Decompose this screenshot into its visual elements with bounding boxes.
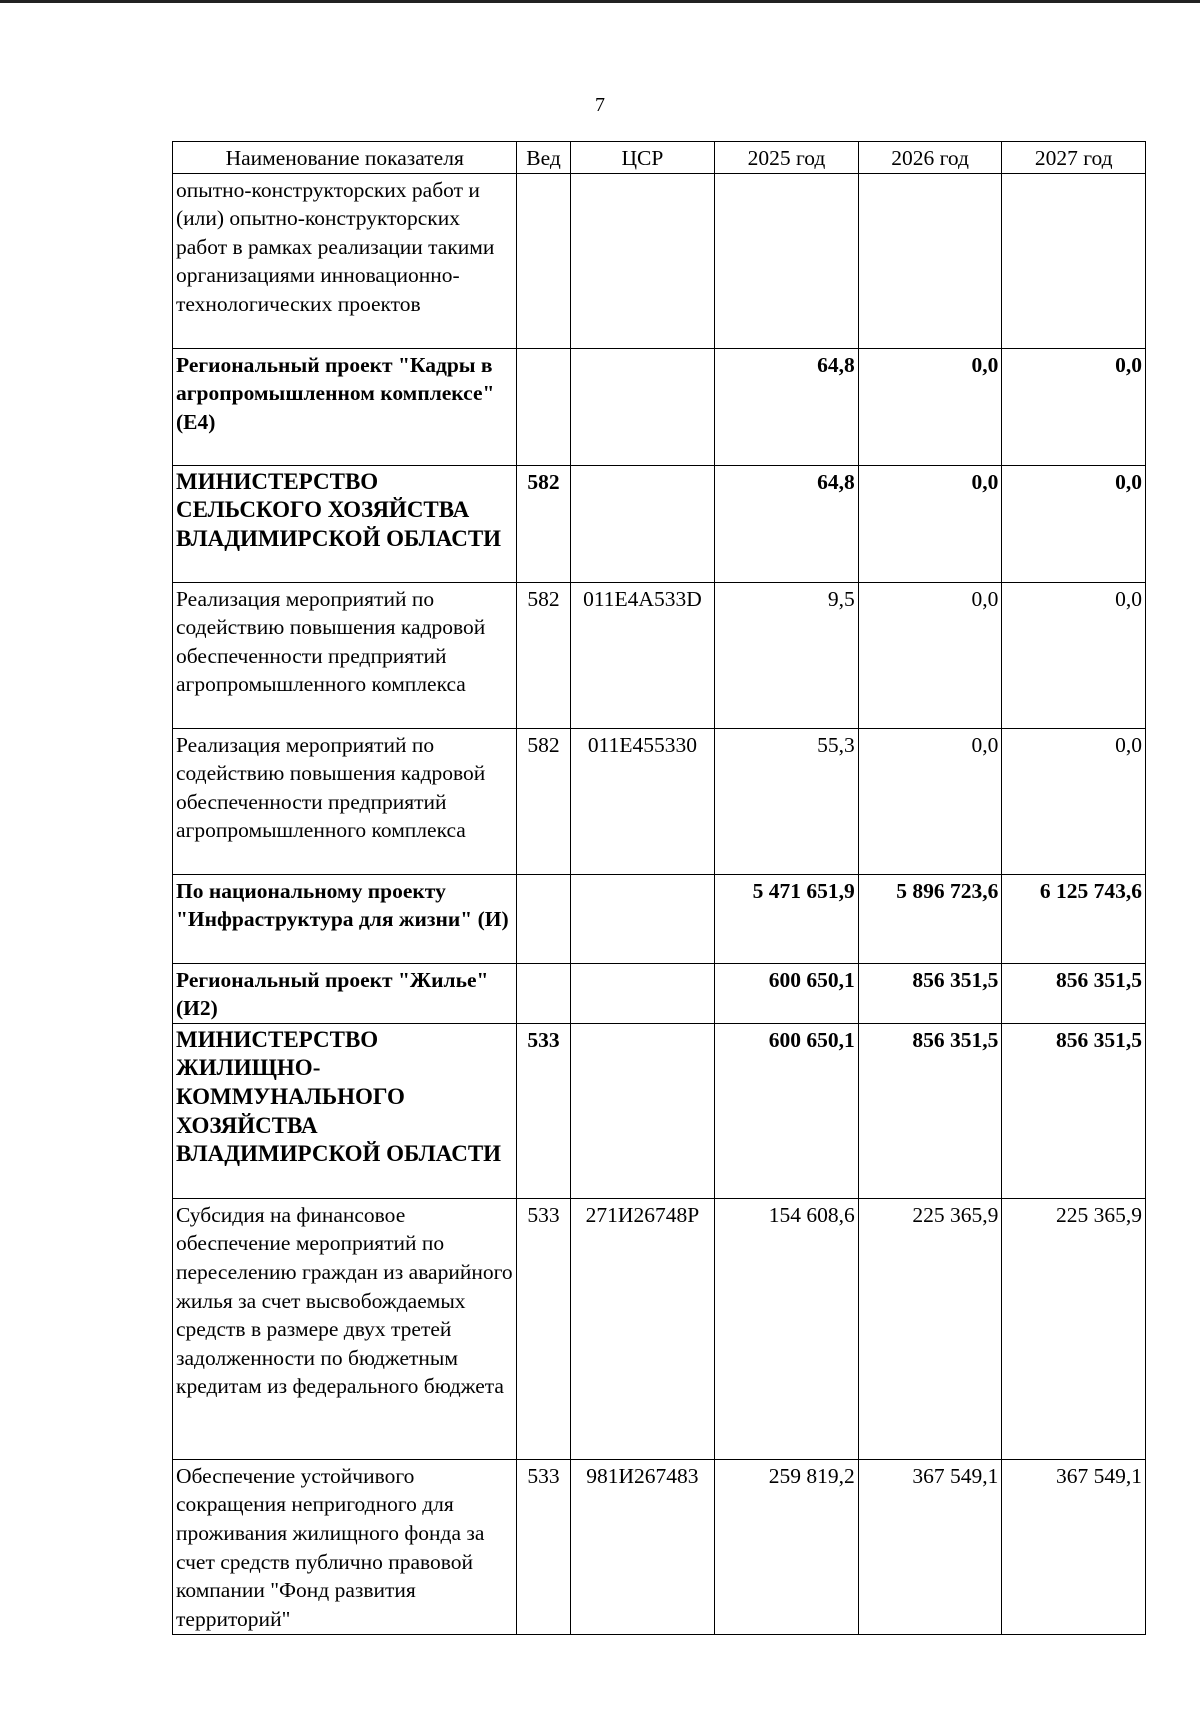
table-row [173,874,1146,963]
row-2025: 259 819,2 [715,1459,859,1634]
table-row [173,1023,1146,1198]
row-2026: 856 351,5 [858,963,1002,1023]
row-csr: 271И26748Р [570,1198,715,1459]
row-2027: 6 125 743,6 [1002,874,1146,963]
row-name: Реализация мероприятий по содействию повышения кадровой обеспеченности предприятий агропромышленного комплекса [173,582,517,728]
row-2026: 225 365,9 [858,1198,1002,1459]
row-2025: 600 650,1 [715,963,859,1023]
header-2026: 2026 год [858,142,1002,174]
row-2026: 367 549,1 [858,1459,1002,1634]
row-ved [517,874,570,963]
row-2027: 0,0 [1002,348,1146,465]
table-row [173,465,1146,582]
row-name: МИНИСТЕРСТВО ЖИЛИЩНО-КОММУНАЛЬНОГО ХОЗЯЙСТВА ВЛАДИМИРСКОЙ ОБЛАСТИ [173,1023,517,1198]
row-ved [517,963,570,1023]
header-ved: Вед [517,142,570,174]
row-ved: 582 [517,728,570,874]
row-name: По национальному проекту "Инфраструктура для жизни" (И) [173,874,517,963]
row-2026: 856 351,5 [858,1023,1002,1198]
row-name: Региональный проект "Жилье" (И2) [173,963,517,1023]
row-ved [517,348,570,465]
row-2025: 9,5 [715,582,859,728]
row-ved [517,173,570,348]
row-2027: 0,0 [1002,465,1146,582]
row-2026 [858,173,1002,348]
row-2027: 856 351,5 [1002,963,1146,1023]
table-row [173,582,1146,728]
row-2025: 64,8 [715,348,859,465]
row-2025: 55,3 [715,728,859,874]
row-ved: 582 [517,465,570,582]
table-row [173,1459,1146,1634]
row-csr [570,874,715,963]
scan-edge [0,0,1200,3]
row-name: Обеспечение устойчивого сокращения непригодного для проживания жилищного фонда за счет средств публично правовой компании "Фонд развития территорий" [173,1459,517,1634]
row-2027: 0,0 [1002,728,1146,874]
page-number: 7 [595,94,605,116]
row-2025 [715,173,859,348]
table-row [173,1198,1146,1459]
row-csr: 981И267483 [570,1459,715,1634]
row-2026: 0,0 [858,582,1002,728]
row-name: МИНИСТЕРСТВО СЕЛЬСКОГО ХОЗЯЙСТВА ВЛАДИМИРСКОЙ ОБЛАСТИ [173,465,517,582]
row-2025: 154 608,6 [715,1198,859,1459]
row-2026: 5 896 723,6 [858,874,1002,963]
header-2027: 2027 год [1002,142,1146,174]
row-csr: 011Е4А533D [570,582,715,728]
row-ved: 533 [517,1459,570,1634]
budget-table [172,141,1146,1635]
row-2027: 856 351,5 [1002,1023,1146,1198]
header-row [173,142,1146,174]
row-ved: 533 [517,1023,570,1198]
row-ved: 582 [517,582,570,728]
row-csr [570,465,715,582]
row-csr [570,348,715,465]
row-2025: 5 471 651,9 [715,874,859,963]
row-csr: 011Е455330 [570,728,715,874]
row-csr [570,173,715,348]
row-2025: 600 650,1 [715,1023,859,1198]
row-name: опытно-конструкторских работ и (или) опытно-конструкторских работ в рамках реализации такими организациями инновационно-технологических проектов [173,173,517,348]
header-2025: 2025 год [715,142,859,174]
table-row [173,173,1146,348]
row-2027: 225 365,9 [1002,1198,1146,1459]
header-name: Наименование показателя [173,142,517,174]
row-2026: 0,0 [858,348,1002,465]
row-name: Реализация мероприятий по содействию повышения кадровой обеспеченности предприятий агропромышленного комплекса [173,728,517,874]
row-ved: 533 [517,1198,570,1459]
row-2027 [1002,173,1146,348]
table-row [173,728,1146,874]
row-2025: 64,8 [715,465,859,582]
header-csr: ЦСР [570,142,715,174]
row-2026: 0,0 [858,728,1002,874]
row-name: Субсидия на финансовое обеспечение мероприятий по переселению граждан из аварийного жилья за счет высвобождаемых средств в размере двух третей задолженности по бюджетным кредитам из федерального бюджета [173,1198,517,1459]
table-row [173,963,1146,1023]
row-csr [570,963,715,1023]
row-name: Региональный проект "Кадры в агропромышленном комплексе" (Е4) [173,348,517,465]
row-2026: 0,0 [858,465,1002,582]
row-csr [570,1023,715,1198]
row-2027: 0,0 [1002,582,1146,728]
row-2027: 367 549,1 [1002,1459,1146,1634]
table-row [173,348,1146,465]
